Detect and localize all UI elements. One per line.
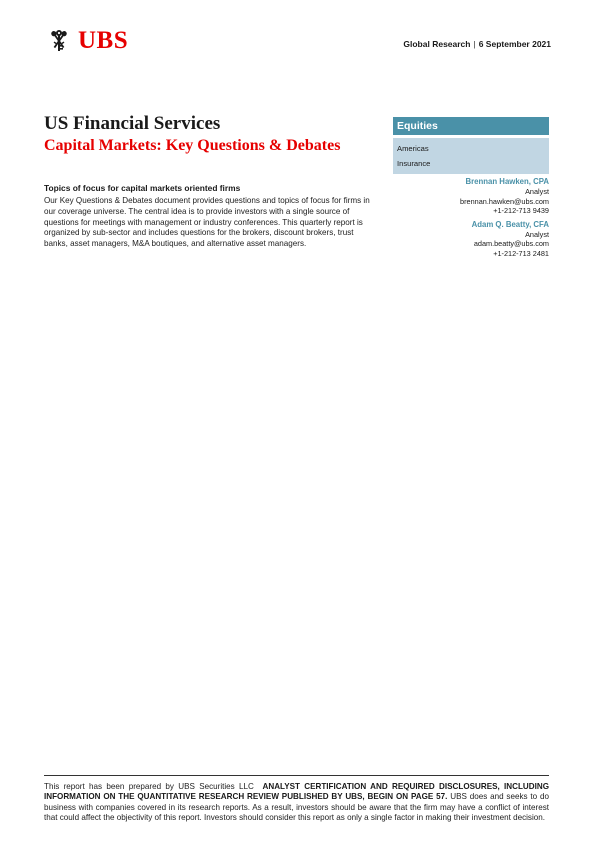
header-separator: | xyxy=(473,39,476,49)
sector-list xyxy=(393,138,549,174)
analyst-role: Analyst xyxy=(525,187,549,196)
report-section: Global Research xyxy=(403,39,471,49)
summary-heading: Topics of focus for capital markets oriented firms xyxy=(44,183,241,193)
analyst-name: Brennan Hawken, CPA xyxy=(465,177,549,186)
analyst-card xyxy=(379,177,549,216)
analyst-email[interactable]: brennan.hawken@ubs.com xyxy=(460,196,549,206)
disclosure-bold: ANALYST CERTIFICATION AND REQUIRED DISCLOSURES, INCLUDING INFORMATION ON THE QUANTITATIVE RESEARCH REVIEW PUBLISHED BY UBS, BEGIN ON PAGE 57. xyxy=(44,782,550,802)
sector-item: Americas xyxy=(397,144,429,153)
analyst-role: Analyst xyxy=(525,229,549,239)
analyst-email[interactable]: adam.beatty@ubs.com xyxy=(473,239,549,248)
analyst-list xyxy=(379,177,549,262)
summary-section xyxy=(44,183,377,250)
analyst-name: Adam Q. Beatty, CFA xyxy=(471,219,549,229)
sector-panel xyxy=(393,117,549,174)
report-date: 6 September 2021 xyxy=(478,39,551,49)
disclosure-lead: This report has been prepared by UBS Securities LLC xyxy=(44,782,254,791)
disclosure-text xyxy=(44,782,549,823)
logo-wordmark: UBS xyxy=(78,27,129,54)
sector-category: Equities xyxy=(393,117,549,135)
analyst-phone: +1-212-713 9439 xyxy=(493,206,549,215)
disclosure-footer xyxy=(44,775,549,823)
page-subtitle: Capital Markets: Key Questions & Debates xyxy=(44,137,341,154)
sector-item: Insurance xyxy=(397,159,431,168)
disclosure-rest: UBS does and seeks to do business with companies covered in its research reports. As a result, investors should be aware that the firm may have a conflict of interest that could affect the objectivity of this report. Investors should consider this report as only a single factor in making their investment decision. xyxy=(44,792,549,822)
summary-body: Our Key Questions & Debates document provides questions and topics of focus for firms in our coverage universe. The central idea is to provide investors with a single source of questions for meetings with management or industry conferences. This quarterly report is organized by sub-sector and includes questions for the brokers, discount brokers, trust banks, asset managers, M&A boutiques, and alternative asset managers. xyxy=(44,196,370,249)
report-header xyxy=(403,39,551,49)
analyst-phone: +1-212-713 2481 xyxy=(493,248,549,258)
ubs-logo xyxy=(44,27,128,55)
analyst-card xyxy=(379,220,549,259)
ubs-keys-icon xyxy=(44,29,74,53)
page-title: US Financial Services xyxy=(44,113,221,134)
